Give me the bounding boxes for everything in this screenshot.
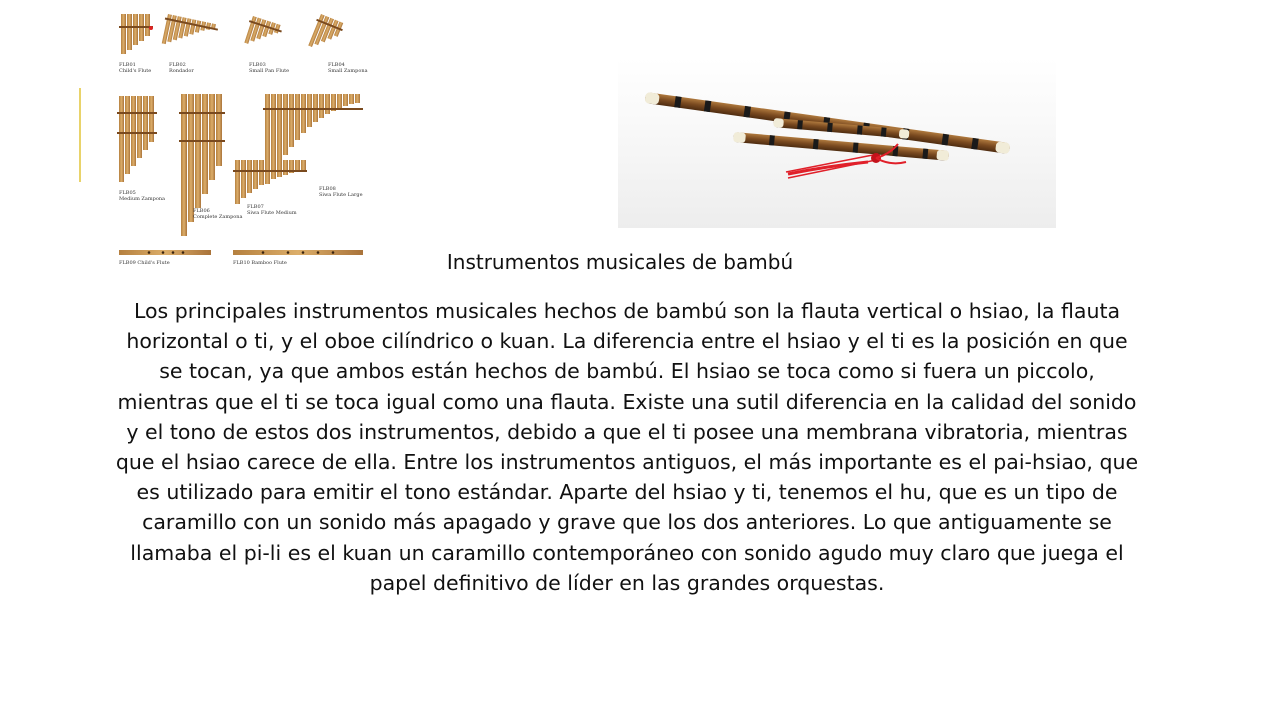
pan-flute-fl03 xyxy=(242,15,283,52)
svg-text:FLB09 Child's Flute xyxy=(119,260,170,266)
pan-flute-fl04 xyxy=(306,13,345,55)
catalog-name: Child's Flute xyxy=(119,68,152,74)
svg-text:Siwa Flute Medium xyxy=(247,210,297,216)
pan-flute-catalog-image xyxy=(113,8,369,270)
straight-flute-fl09 xyxy=(119,250,211,255)
svg-text:Small Pan Flute xyxy=(249,68,289,74)
catalog-name: Complete Zampona xyxy=(193,214,243,220)
slide-caption: Instrumentos musicales de bambú xyxy=(446,250,794,274)
accent-bar xyxy=(79,88,81,182)
catalog-code: FLB01 xyxy=(119,62,136,68)
catalog-code: FLB10 xyxy=(233,260,250,266)
catalog-code: FLB03 xyxy=(249,62,266,68)
catalog-name: Small Zampona xyxy=(328,68,368,74)
pan-flute-fl07 xyxy=(233,160,307,204)
catalog-code: FLB07 xyxy=(247,204,264,210)
bamboo-flutes-photo xyxy=(618,58,1056,228)
pan-flute-fl01 xyxy=(119,14,153,54)
catalog-name: Small Pan Flute xyxy=(249,68,290,74)
catalog-name: Rondador xyxy=(169,68,194,74)
svg-text:Rondador xyxy=(169,68,194,74)
pan-flute-fl02 xyxy=(160,14,219,55)
slide-body-text: Los principales instrumentos musicales hechos de bambú son la flauta vertical o hsiao, la flauta horizontal o ti, y el oboe cilíndrico o kuan. La diferencia entre el hsiao y el ti es la posición en que se tocan, ya que ambos están hechos de bambú. El hsiao se toca como si fuera un piccolo, mientras que el ti se toca igual como una flauta. Existe una sutil diferencia en la calidad del sonido y el tono de estos dos instrumentos, debido a que el ti posee una membrana vibratoria, mientras que el hsiao carece de ella. Entre los instrumentos antiguos, el más importante es el pai-hsiao, que es utilizado para emitir el tono estándar. Aparte del hsiao y ti, tenemos el hu, que es un tipo de caramillo con un sonido más apagado y grave que los dos anteriores. Lo que antiguamente se llamaba el pi-li es el kuan un caramillo contemporáneo con sonido agudo muy claro que juega el papel definitivo de líder en las grandes orquestas. xyxy=(115,299,1139,595)
svg-text:FLB10 Bamboo Flute xyxy=(233,260,287,266)
catalog-name: Siwa Flute Medium xyxy=(247,210,297,216)
catalog-name: Child's Flute xyxy=(137,260,170,266)
catalog-code: FLB04 xyxy=(328,62,345,68)
svg-text:Complete Zampona xyxy=(193,214,243,220)
catalog-code: FLB02 xyxy=(169,62,186,68)
catalog-name: Siwa Flute Large xyxy=(319,192,363,198)
svg-text:Siwa Flute Large xyxy=(319,192,363,198)
svg-text:Medium Zampona xyxy=(119,196,165,202)
catalog-name: Bamboo Flute xyxy=(251,260,287,266)
svg-text:Small Zampona xyxy=(328,68,368,74)
svg-text:Child's Flute xyxy=(119,68,151,74)
catalog-name: Medium Zampona xyxy=(119,196,166,202)
catalog-code: FLB08 xyxy=(319,186,336,192)
catalog-code: FLB06 xyxy=(193,208,210,214)
catalog-code: FLB05 xyxy=(119,190,136,196)
catalog-code: FLB09 xyxy=(119,260,136,266)
pan-flute-fl05 xyxy=(117,96,157,182)
